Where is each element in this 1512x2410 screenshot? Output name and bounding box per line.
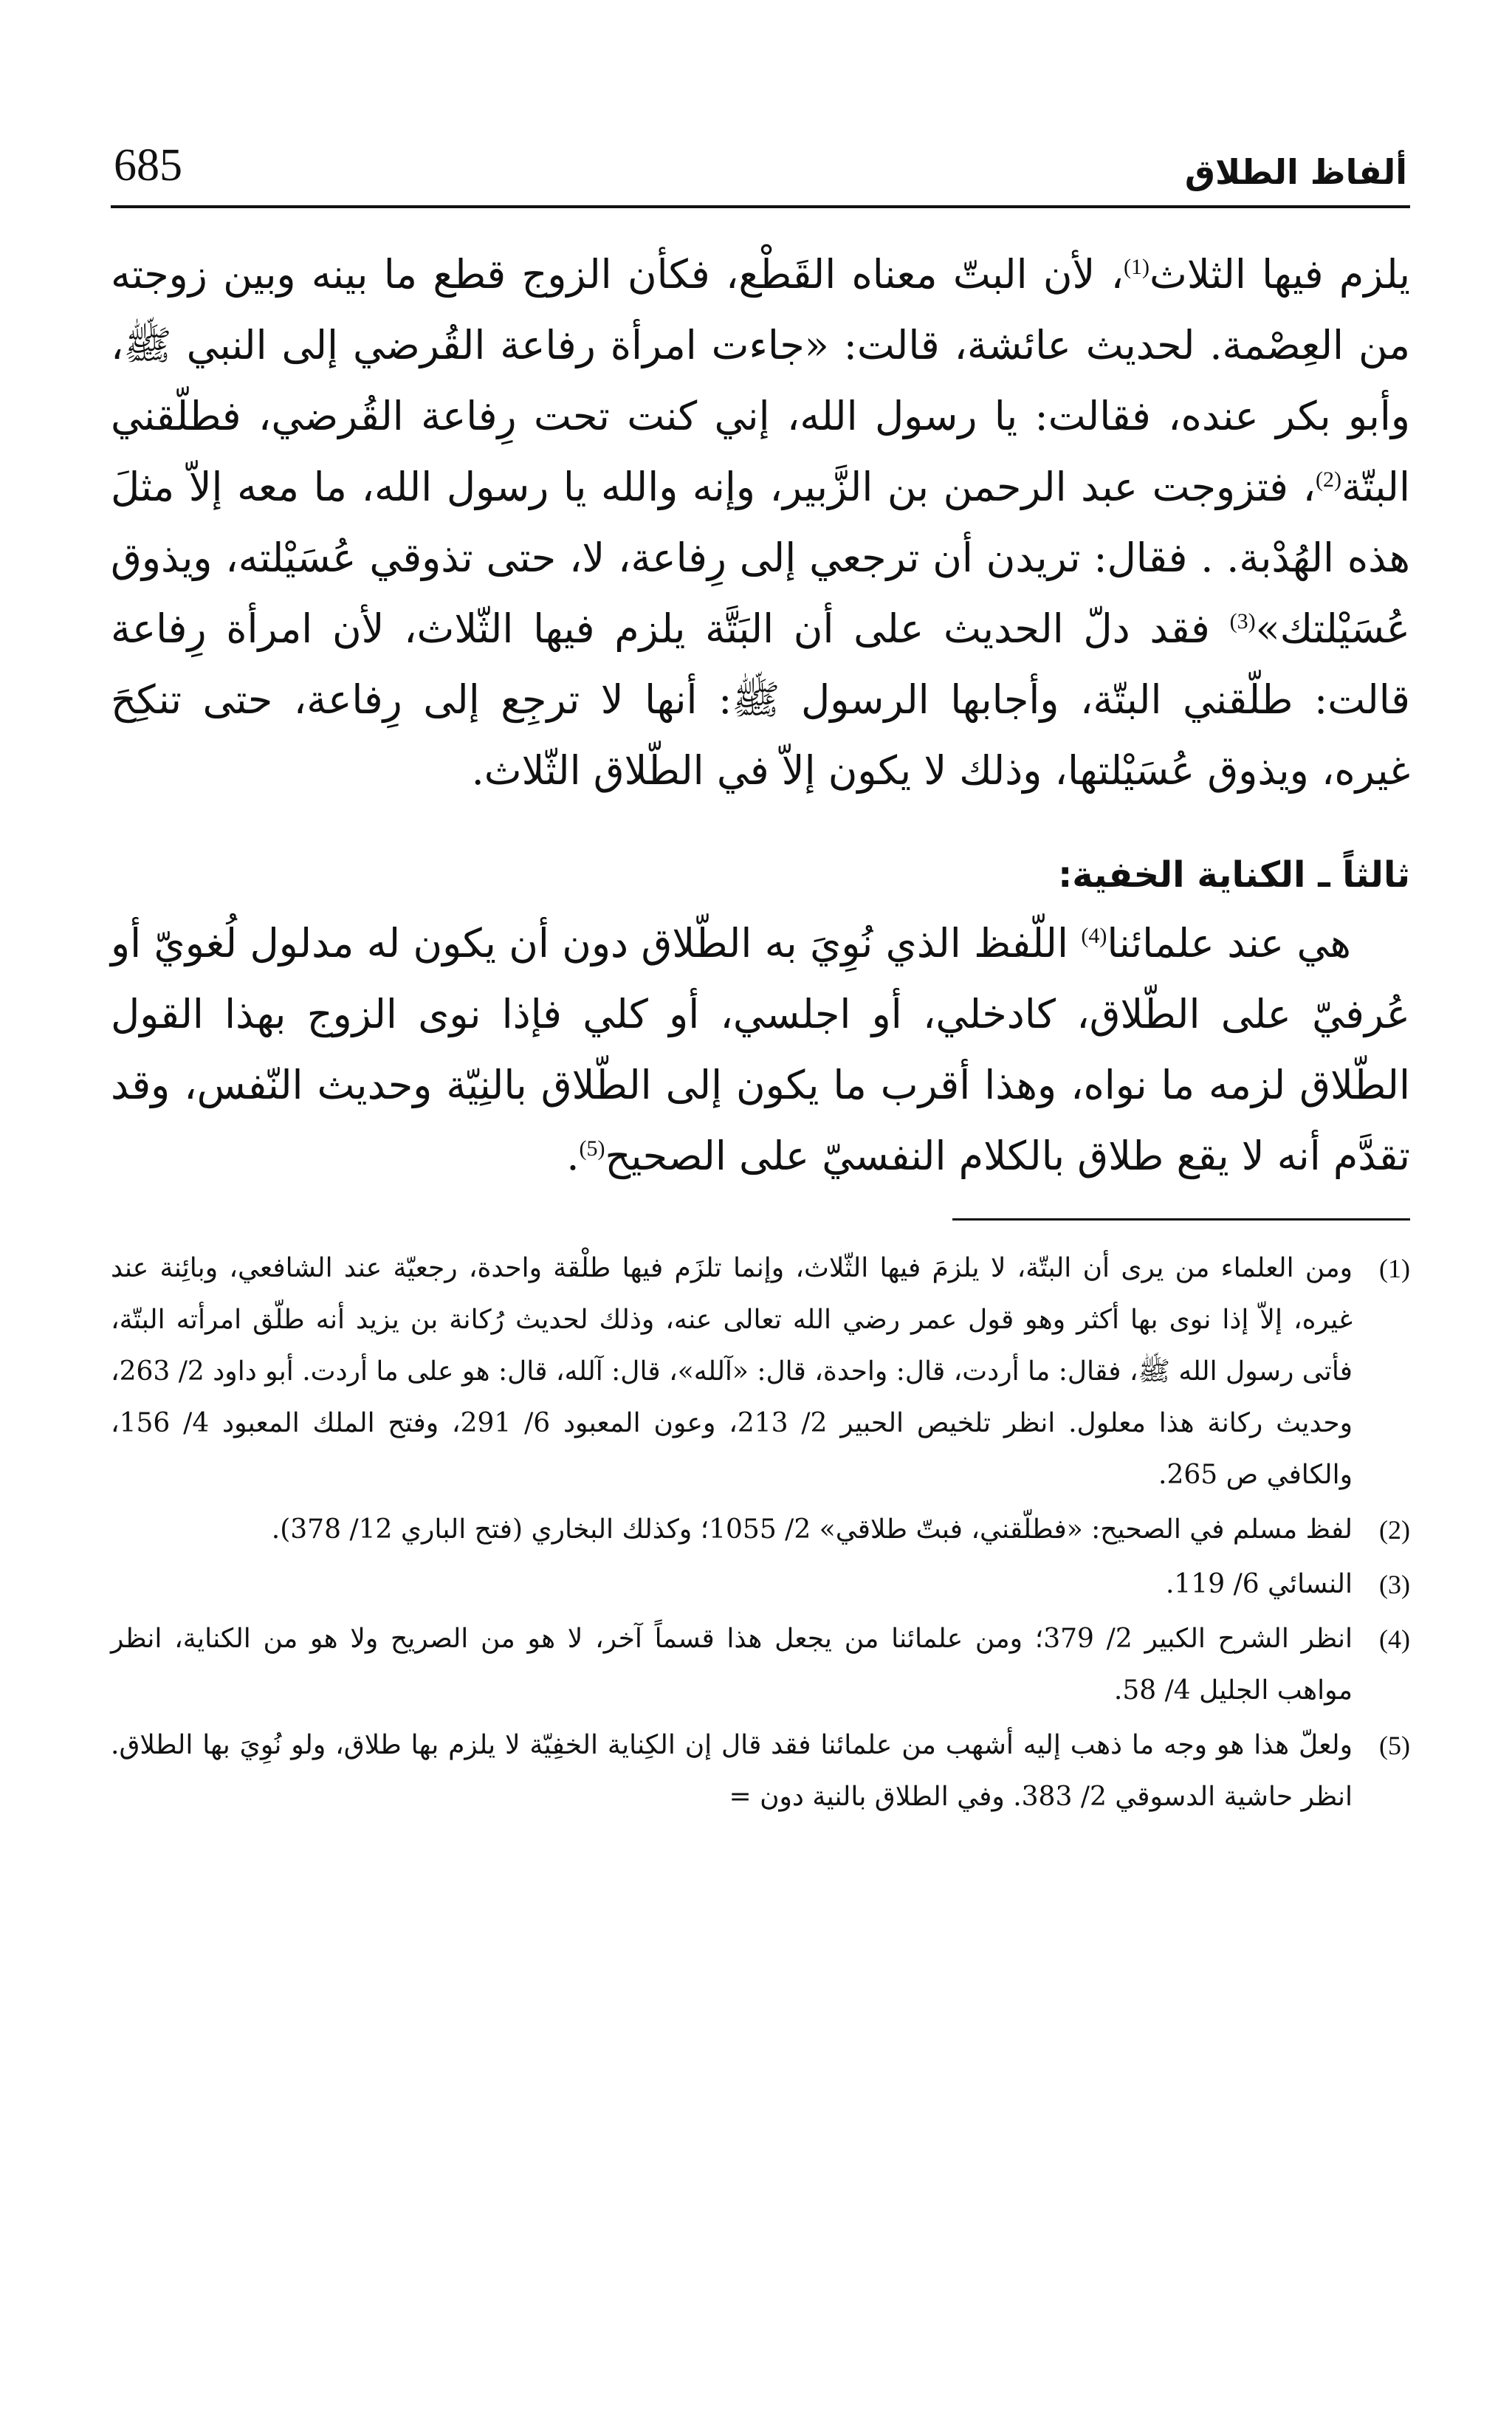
footnote-number: (3) <box>1379 1570 1410 1599</box>
paragraph-2-text-a: هي عند علمائنا <box>1107 920 1351 967</box>
footnote <box>111 1504 1410 1556</box>
footnote <box>111 1720 1410 1823</box>
footnote-number: (4) <box>1379 1624 1410 1654</box>
book-page <box>111 111 1410 2326</box>
paragraph-1-text-a: يلزم فيها الثلاث <box>1150 251 1410 298</box>
paragraph-2-text-b: اللّفظ الذي نُوِيَ به الطّلاق دون أن يكون له مدلول لُغويّ أو عُرفيّ على الطّلاق، كادخلي، أو اجلسي، أو كلي فإذا نوى الزوج بهذا القول الطّلاق لزمه ما نواه، وهذا أقرب ما يكون إلى الطّلاق بالنِيّة وحديث النّفس، وقد تقدَّم أنه لا يقع طلاق بالكلام النفسيّ على الصحيح <box>111 920 1410 1179</box>
footnote-number: (1) <box>1379 1254 1410 1283</box>
footnote-separator <box>952 1218 1410 1221</box>
footnote-text: ولعلّ هذا هو وجه ما ذهب إليه أشهب من علمائنا فقد قال إن الكِناية الخفِيّة لا يلزم بها طلاق، ولو نُوِيَ بها الطلاق. انظر حاشية الدسوقي 2/ 383. وفي الطلاق بالنية دون = <box>111 1730 1353 1812</box>
paragraph-1 <box>111 239 1410 806</box>
paragraph-2 <box>111 908 1410 1192</box>
footnote-text: انظر الشرح الكبير 2/ 379؛ ومن علمائنا من يجعل هذا قسماً آخر، لا هو من الصريح ولا هو من الكناية، انظر مواهب الجليل 4/ 58. <box>111 1624 1353 1706</box>
footnote-text: لفظ مسلم في الصحيح: «فطلّقني، فبتّ طلاقي» 2/ 1055؛ وكذلك البخاري (فتح الباري 12/ 378). <box>271 1514 1353 1545</box>
page-number: 685 <box>114 140 182 190</box>
footnote-text: ومن العلماء من يرى أن البتّة، لا يلزمَ فيها الثّلاث، وإنما تلزَم فيها طلْقة واحدة، رجعيّة عند الشافعي، وبائِنة عند غيره، إلاّ إذا نوى بها أكثر وهو قول عمر رضي الله تعالى عنه، وذلك لحديث رُكانة بن يزيد أنه طلّق امرأته البتّة، فأتى رسول الله ﷺ، فقال: ما أردت، قال: واحدة، قال: «آلله»، قال: آلله، قال: هو على ما أردت. أبو داود 2/ 263، وحديث ركانة هذا معلول. انظر تلخيص الحبير 2/ 213، وعون المعبود 6/ 291، وفتح الملك المعبود 4/ 156، والكافي ص 265. <box>111 1253 1353 1490</box>
running-title: ألفاظ الطلاق <box>1184 152 1407 192</box>
footnotes <box>111 1243 1410 1823</box>
main-text <box>111 239 1410 1192</box>
footnote-ref-1: (1) <box>1124 255 1150 279</box>
paragraph-1-text-c: ، فتزوجت عبد الرحمن بن الزَّبير، وإنه والله يا رسول الله، ما معه إلاّ مثلَ هذه الهُدْبة. . فقال: تريدن أن ترجعي إلى رِفاعة، لا، حتى تذوقي عُسَيْلته، ويذوق عُسَيْلتك» <box>111 464 1410 652</box>
footnote-text: النسائي 6/ 119. <box>1165 1569 1353 1599</box>
page-header <box>111 111 1410 208</box>
footnote-ref-2: (2) <box>1316 467 1341 492</box>
footnote-ref-4: (4) <box>1081 924 1107 948</box>
footnote-number: (5) <box>1379 1731 1410 1760</box>
section-heading: ثالثاً ـ الكناية الخفية: <box>1058 854 1410 896</box>
footnote <box>111 1559 1410 1610</box>
footnote-ref-5: (5) <box>579 1136 605 1161</box>
footnote-number: (2) <box>1379 1515 1410 1545</box>
paragraph-1-text-b: ، لأن البتّ معناه القَطْع، فكأن الزوج قطع ما بينه وبين زوجته من العِصْمة. لحديث عائشة، قالت: «جاءت امرأة رفاعة القُرضي إلى النبي ﷺ، وأبو بكر عنده، فقالت: يا رسول الله، إني كنت تحت رِفاعة القُرضي، فطلّقني البتّة <box>111 251 1410 510</box>
footnote-ref-3: (3) <box>1229 609 1256 634</box>
footnote <box>111 1613 1410 1717</box>
paragraph-2-text-c: . <box>566 1133 580 1179</box>
footnote <box>111 1243 1410 1501</box>
paragraph-1-text-d: فقد دلّ الحديث على أن البَتَّة يلزم فيها الثّلاث، لأن امرأة رِفاعة قالت: طلّقني البتّة، وأجابها الرسول ﷺ: أنها لا ترجِع إلى رِفاعة، حتى تنكِحَ غيره، ويذوق عُسَيْلتها، وذلك لا يكون إلاّ في الطّلاق الثّلاث. <box>111 605 1410 794</box>
